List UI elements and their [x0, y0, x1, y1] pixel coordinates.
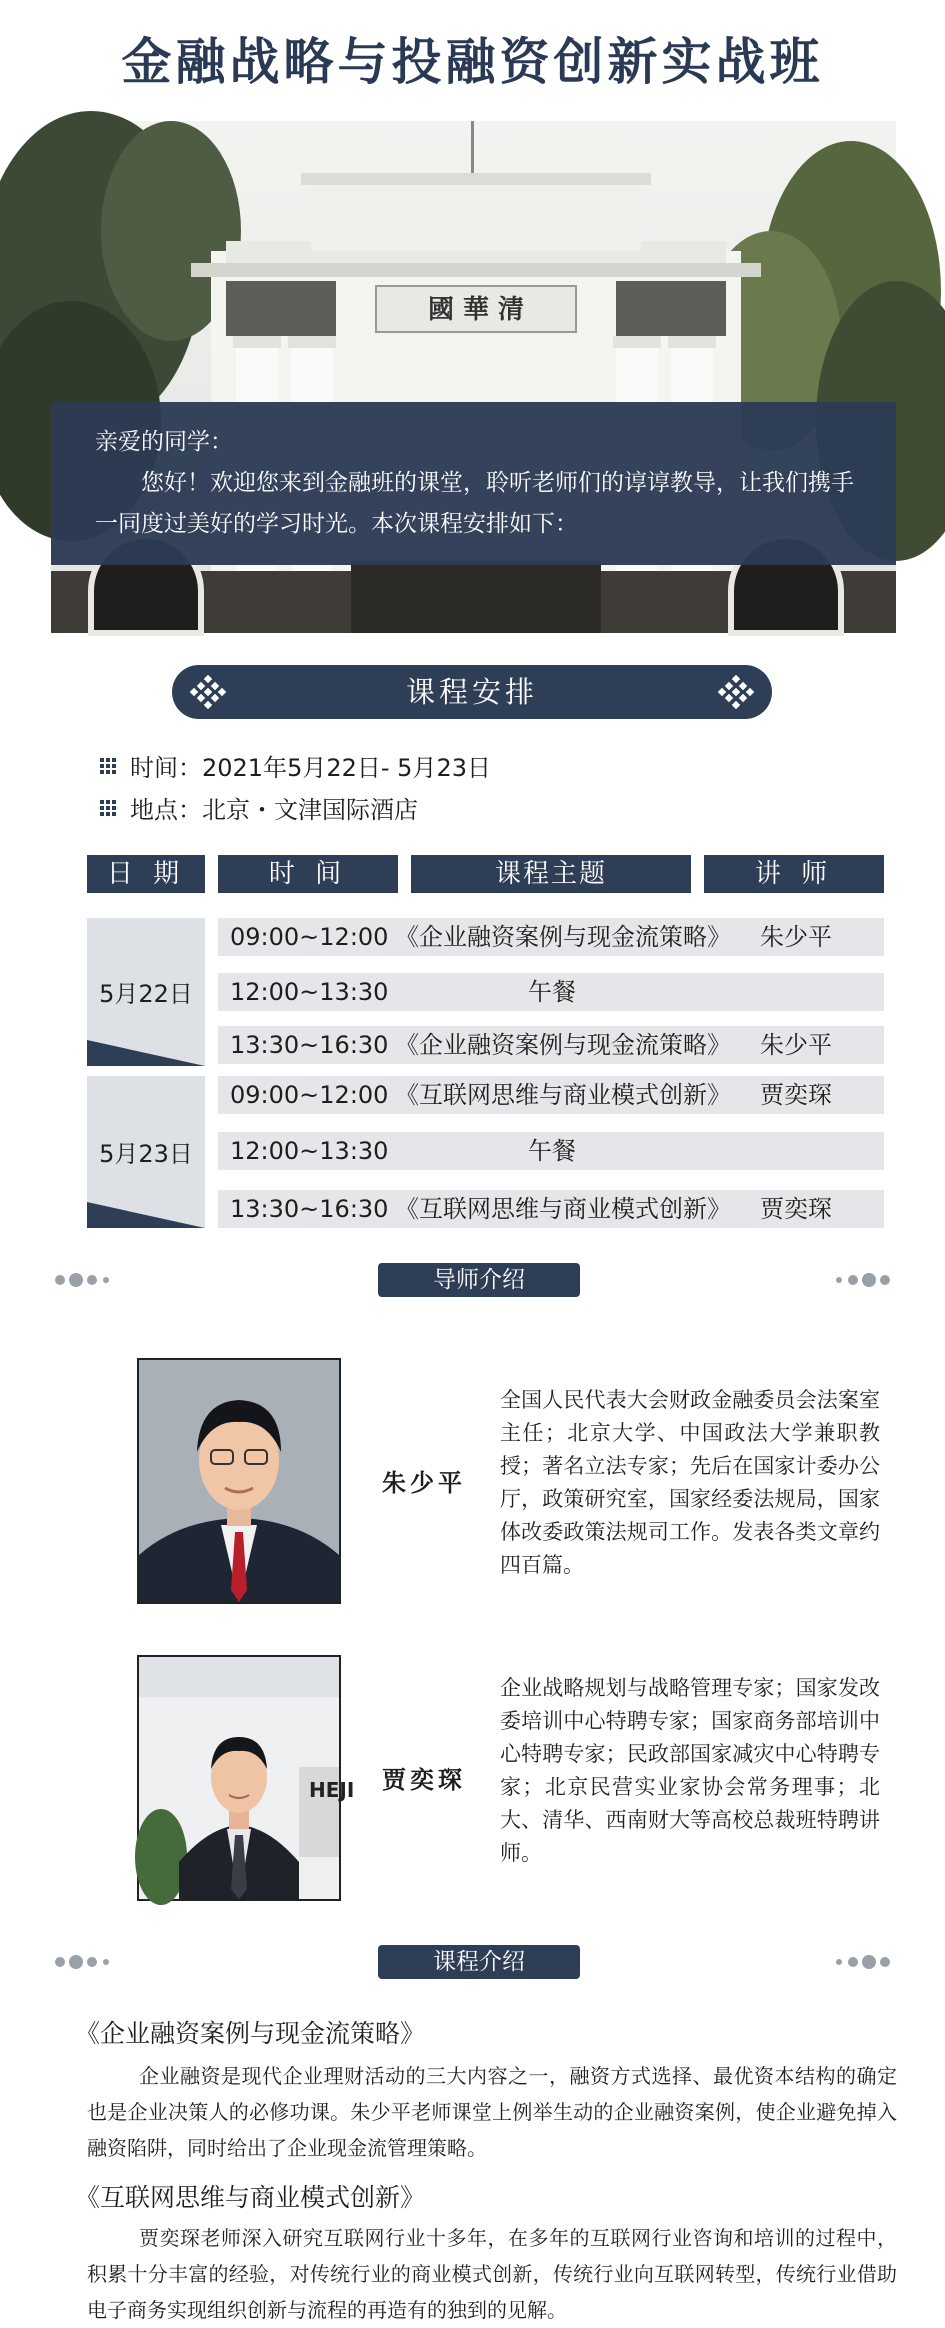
row-time: 12:00~13:30	[230, 978, 389, 1006]
courses-section-header	[0, 1945, 945, 1979]
row-course: 《互联网思维与商业模式创新》	[395, 1081, 731, 1109]
schedule-banner	[172, 665, 772, 719]
schedule-row	[218, 918, 884, 956]
plaque-text: 國 華 清	[427, 295, 525, 325]
grid-bullet-icon	[100, 758, 116, 774]
header-date: 日 期	[87, 855, 205, 893]
teacher-desc: 企业战略规划与战略管理专家；国家发改委培训中心特聘专家；国家商务部培训中心特聘专家；民政部国家减灾中心特聘专家；北京民营实业家协会常务理事；北大、清华、西南财大等高校总裁班特聘讲师。	[500, 1676, 880, 1865]
day-date: 5月22日	[99, 980, 193, 1008]
row-speaker: 朱少平	[760, 1031, 832, 1059]
schedule-row	[218, 1076, 884, 1114]
day-cell	[87, 918, 205, 1066]
row-time: 09:00~12:00	[230, 1081, 389, 1109]
row-course: 午餐	[528, 978, 576, 1006]
row-course: 午餐	[528, 1137, 576, 1165]
place-text: 地点：北京・文津国际酒店	[130, 796, 418, 824]
schedule-banner-label: 课程安排	[405, 675, 538, 709]
welcome-box	[51, 402, 896, 565]
row-time: 12:00~13:30	[230, 1137, 389, 1165]
row-course: 《企业融资案例与现金流策略》	[395, 1031, 731, 1059]
course-desc: 贾奕琛老师深入研究互联网行业十多年，在多年的互联网行业咨询和培训的过程中，积累十分丰富的经验，对传统行业的商业模式创新，传统行业向互联网转型，传统行业借助电子商务实现组织创新与流程的再造有的独到的见解。	[87, 2226, 897, 2322]
schedule-row	[218, 1132, 884, 1170]
row-course: 《企业融资案例与现金流策略》	[395, 923, 731, 951]
schedule-row	[218, 1190, 884, 1228]
teachers-section-title: 导师介绍	[378, 1263, 580, 1297]
row-speaker: 朱少平	[760, 923, 832, 951]
welcome-message: 您好！欢迎您来到金融班的课堂，聆听老师们的谆谆教导，让我们携手一同度过美好的学习时光。本次课程安排如下：	[95, 470, 854, 537]
course-title: 《互联网思维与商业模式创新》	[75, 2183, 426, 2212]
greeting: 亲爱的同学：	[95, 429, 233, 455]
course-desc: 企业融资是现代企业理财活动的三大内容之一，融资方式选择、最优资本结构的确定也是企业决策人的必修功课。朱少平老师课堂上例举生动的企业融资案例，使企业避免掉入融资陷阱，同时给出了企业现金流管理策略。	[87, 2064, 897, 2160]
header-time: 时 间	[218, 855, 398, 893]
time-text: 时间：2021年5月22日- 5月23日	[130, 754, 491, 782]
schedule-row	[218, 1026, 884, 1064]
row-time: 13:30~16:30	[230, 1195, 389, 1223]
teacher-photo-jia	[137, 1655, 355, 1901]
left-ornament-icon	[52, 1272, 112, 1288]
header-speaker: 讲 师	[704, 855, 884, 893]
header-course: 课程主题	[411, 855, 691, 893]
place-info	[100, 790, 418, 825]
diamond-ornament-icon	[190, 674, 226, 710]
row-time: 13:30~16:30	[230, 1031, 389, 1059]
right-ornament-icon	[833, 1272, 893, 1288]
row-speaker: 贾奕琛	[760, 1081, 832, 1109]
right-ornament-icon	[833, 1954, 893, 1970]
courses-section-title: 课程介绍	[378, 1945, 580, 1979]
teacher-desc: 全国人民代表大会财政金融委员会法案室主任；北京大学、中国政法大学兼职教授；著名立法专家；先后在国家计委办公厅，政策研究室，国家经委法规局，国家体改委政策法规司工作。发表各类文章约四百篇。	[500, 1388, 880, 1577]
diamond-ornament-icon	[718, 674, 754, 710]
day-cell	[87, 1076, 205, 1228]
time-info	[100, 748, 491, 783]
day-date: 5月23日	[99, 1140, 193, 1168]
corner-triangle	[87, 1040, 205, 1066]
corner-triangle	[87, 1202, 205, 1228]
left-ornament-icon	[52, 1954, 112, 1970]
teacher-name: 朱少平	[382, 1469, 466, 1497]
grid-bullet-icon	[100, 800, 116, 816]
teacher-photo-zhu	[137, 1358, 341, 1604]
row-course: 《互联网思维与商业模式创新》	[395, 1195, 731, 1223]
row-speaker: 贾奕琛	[760, 1195, 832, 1223]
row-time: 09:00~12:00	[230, 923, 389, 951]
backdrop-text: HEJI	[309, 1778, 355, 1802]
page-title: 金融战略与投融资创新实战班	[121, 32, 824, 91]
course-title: 《企业融资案例与现金流策略》	[75, 2019, 426, 2048]
teachers-section-header	[0, 1263, 945, 1297]
schedule-row	[218, 973, 884, 1011]
teacher-name: 贾奕琛	[382, 1766, 466, 1794]
